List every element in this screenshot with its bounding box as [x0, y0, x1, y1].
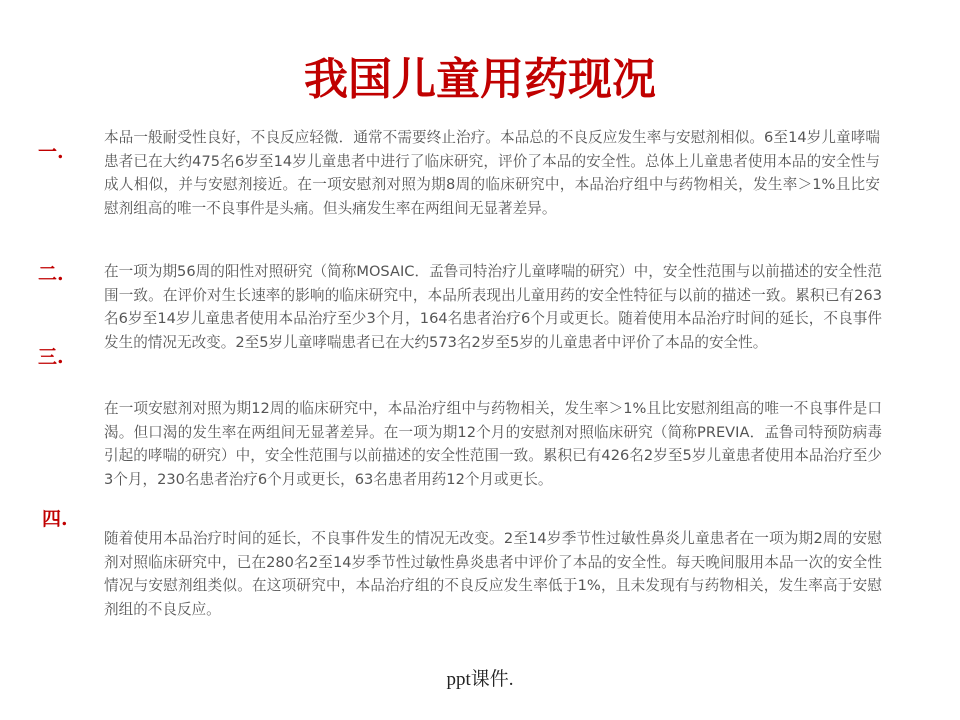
- section-marker-4: 四.: [42, 508, 68, 530]
- text-block-3: 在一项安慰剂对照为期12周的临床研究中，本品治疗组中与药物相关，发生率＞1%且比安慰剂组高的唯一不良事件是口渴。但口渴的发生率在两组间无显著差异。在一项为期12个月的安慰剂对照临床研究（简称PREVIA．孟鲁司特预防病毒引起的哮喘的研究）中，安全性范围与以前描述的安全性范围一致。累积已有426名2岁至5岁儿童患者使用本品治疗至少3个月，230名患者治疗6个月或更长，63名患者用药12个月或更长。: [100, 395, 886, 515]
- text-block-4: 随着使用本品治疗时间的延长，不良事件发生的情况无改变。2至14岁季节性过敏性鼻炎儿童患者在一项为期2周的安慰剂对照临床研究中，已在280名2至14岁季节性过敏性鼻炎患者中评价了本品的安全性。每天晚间服用本品一次的安全性情况与安慰剂组类似。在这项研究中，本品治疗组的不良反应发生率低于1%，且未发现有与药物相关，发生率高于安慰剂组的不良反应。: [100, 525, 886, 625]
- slide-footer: ppt课件.: [446, 669, 514, 690]
- text-block-2: 在一项为期56周的阳性对照研究（简称MOSAIC．孟鲁司特治疗儿童哮喘的研究）中，安全性范围与以前描述的安全性范围一致。在评价对生长速率的影响的临床研究中，本品所表现出儿童用药的安全性特征与以前的描述一致。累积已有263名6岁至14岁儿童患者使用本品治疗至少3个月，164名患者治疗6个月或更长。随着使用本品治疗时间的延长，不良事件发生的情况无改变。2至5岁儿童哮喘患者已在大约573名2岁至5岁的儿童患者中评价了本品的安全性。: [100, 258, 886, 384]
- text-block-1: 本品一般耐受性良好，不良反应轻微．通常不需要终止治疗。本品总的不良反应发生率与安慰剂相似。6至14岁儿童哮喘患者已在大约475名6岁至14岁儿童患者中进行了临床研究，评价了本品的安全性。总体上儿童患者使用本品的安全性与成人相似，并与安慰剂接近。在一项安慰剂对照为期8周的临床研究中，本品治疗组中与药物相关，发生率＞1%且比安慰剂组高的唯一不良事件是头痛。但头痛发生率在两组间无显著差异。: [100, 124, 884, 250]
- section-marker-1: 一.: [38, 141, 64, 163]
- section-marker-3: 三.: [38, 346, 64, 368]
- section-marker-2: 二.: [38, 263, 64, 285]
- slide-title: 我国儿童用药现况: [304, 54, 656, 105]
